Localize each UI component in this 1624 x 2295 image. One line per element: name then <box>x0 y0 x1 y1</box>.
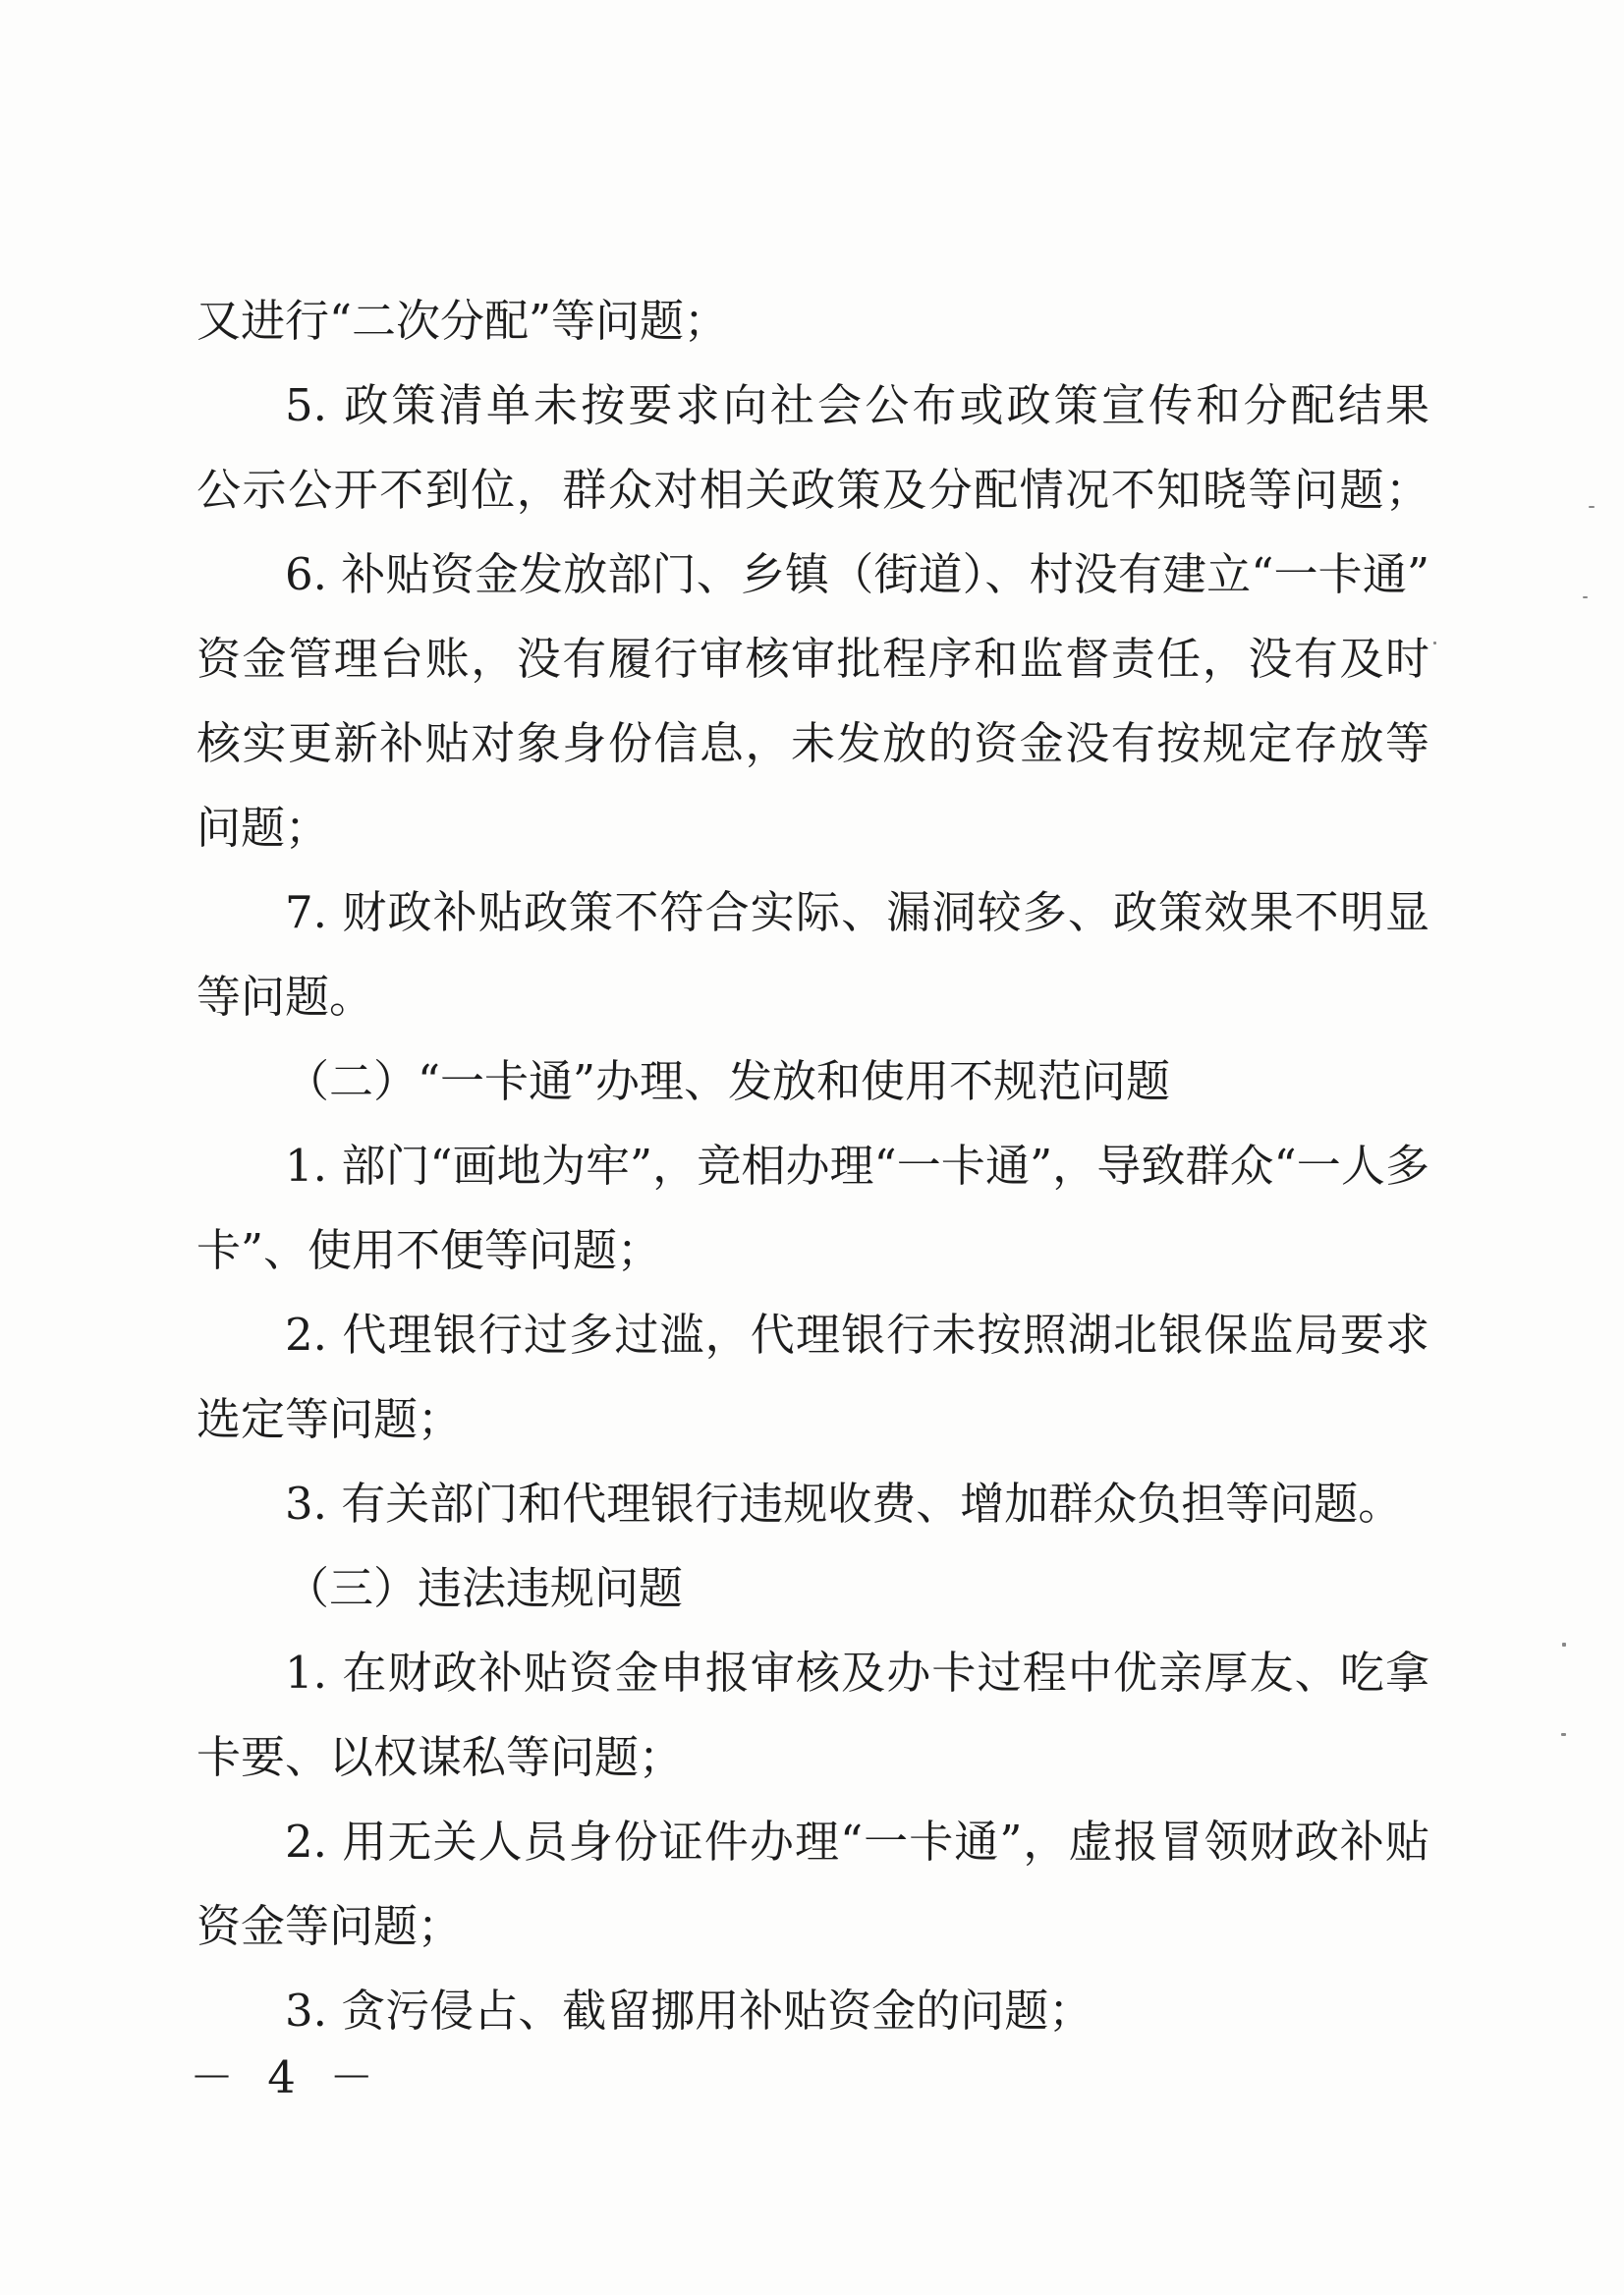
text-line-continuation: 又进行“二次分配”等问题； <box>196 295 729 347</box>
scan-speck <box>1433 642 1436 644</box>
text-line: 卡要、以权谋私等问题； <box>196 1731 684 1783</box>
scan-speck <box>1583 596 1588 598</box>
list-item-2: 2. 用无关人员身份证件办理“一卡通”，虚报冒领财政补贴 <box>285 1816 1429 1868</box>
scan-speck <box>1562 1643 1566 1647</box>
section-heading-3: （三）违法违规问题 <box>285 1562 684 1614</box>
text-line: 问题； <box>196 802 330 854</box>
text-line: 公示公开不到位，群众对相关政策及分配情况不知晓等问题； <box>196 464 1429 516</box>
list-item-5: 5. 政策清单未按要求向社会公布或政策宣传和分配结果 <box>285 379 1429 431</box>
list-item-3: 3. 有关部门和代理银行违规收费、增加群众负担等问题。 <box>285 1478 1403 1530</box>
text-line: 卡”、使用不便等问题； <box>196 1224 662 1276</box>
text-line: 选定等问题； <box>196 1393 463 1445</box>
page-number: － 4 － <box>190 2051 384 2103</box>
text-line: 资金管理台账，没有履行审核审批程序和监督责任，没有及时 <box>196 633 1429 685</box>
text-line: 资金等问题； <box>196 1900 463 1952</box>
list-item-2: 2. 代理银行过多过滥，代理银行未按照湖北银保监局要求 <box>285 1309 1429 1361</box>
scan-speck <box>1589 506 1595 508</box>
list-item-1: 1. 部门“画地为牢”，竞相办理“一卡通”，导致群众“一人多 <box>285 1140 1429 1192</box>
text-line: 核实更新补贴对象身份信息，未发放的资金没有按规定存放等 <box>196 717 1429 769</box>
list-item-6: 6. 补贴资金发放部门、乡镇（街道）、村没有建立“一卡通” <box>285 548 1429 600</box>
section-heading-2: （二）“一卡通”办理、发放和使用不规范问题 <box>285 1055 1171 1107</box>
list-item-3: 3. 贪污侵占、截留挪用补贴资金的问题； <box>285 1985 1093 2037</box>
list-item-7: 7. 财政补贴政策不符合实际、漏洞较多、政策效果不明显 <box>285 886 1429 938</box>
scan-speck <box>1561 1733 1566 1736</box>
list-item-1: 1. 在财政补贴资金申报审核及办卡过程中优亲厚友、吃拿 <box>285 1647 1429 1699</box>
text-line: 等问题。 <box>196 971 374 1023</box>
